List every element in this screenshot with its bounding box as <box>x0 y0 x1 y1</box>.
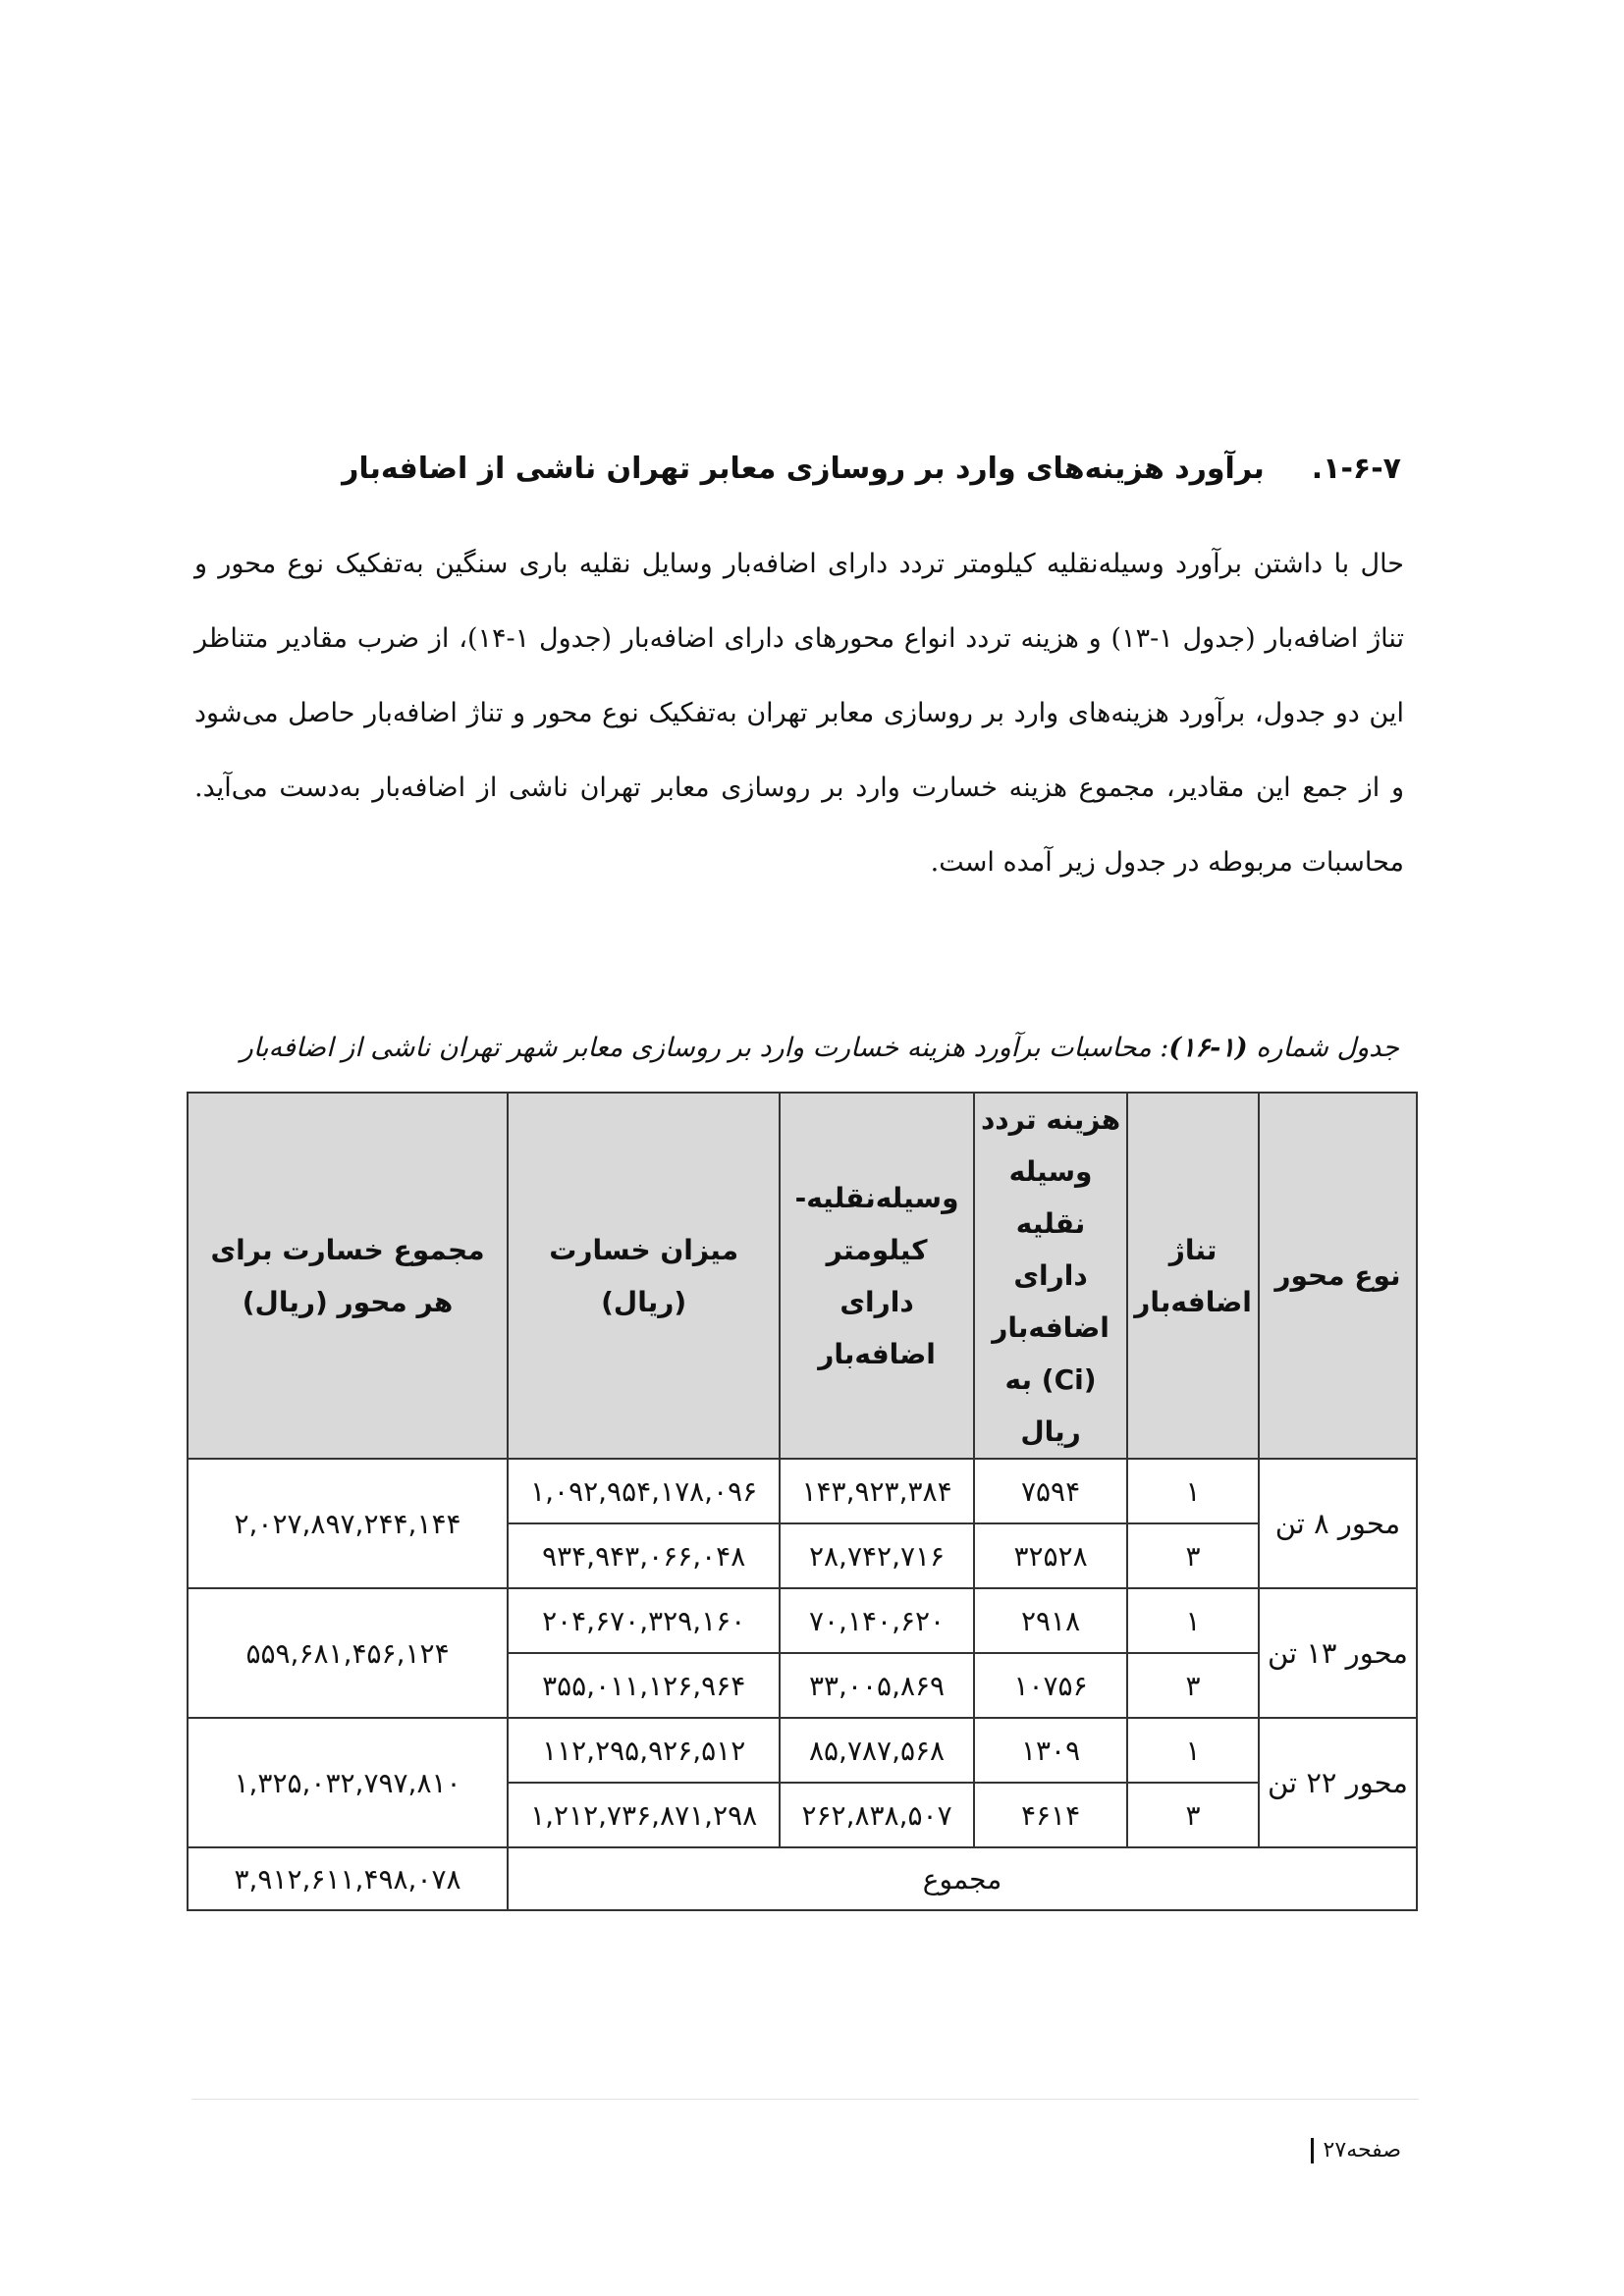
vehicle-km-cell: ۸۵,۷۸۷,۵۶۸ <box>780 1718 974 1783</box>
footer-divider <box>191 2099 1419 2100</box>
damage-cell: ۳۵۵,۰۱۱,۱۲۶,۹۶۴ <box>508 1653 780 1718</box>
damage-cell: ۲۰۴,۶۷۰,۳۲۹,۱۶۰ <box>508 1588 780 1653</box>
cost-cell: ۷۵۹۴ <box>974 1459 1127 1523</box>
overload-cell: ۱ <box>1127 1459 1259 1523</box>
body-paragraph: حال با داشتن برآورد وسیله‌نقلیه کیلومتر تردد دارای اضافه‌بار وسایل نقلیه باری سنگین به‌تفکیک نوع محور و تناژ اضافه‌بار (جدول ۱-۱۳) و هزینه تردد انواع محورهای دارای اضافه‌بار (جدول ۱-۱۴)، از ضرب مقادیر متناظر این دو جدول، برآورد هزینه‌های وارد بر روسازی معابر تهران به‌تفکیک نوع محور و تناژ اضافه‌بار حاصل می‌شود و از جمع این مقادیر، مجموع هزینه خسارت وارد بر روسازی معابر تهران ناشی از اضافه‌بار به‌دست می‌آید. محاسبات مربوطه در جدول زیر آمده است. <box>194 549 1405 878</box>
caption-prefix: جدول شماره <box>1247 1033 1399 1063</box>
grand-total-value: ۳,۹۱۲,۶۱۱,۴۹۸,۰۷۸ <box>188 1847 508 1910</box>
vehicle-km-cell: ۷۰,۱۴۰,۶۲۰ <box>780 1588 974 1653</box>
caption-text: : محاسبات برآورد هزینه خسارت وارد بر روسازی معابر شهر تهران ناشی از اضافه‌بار <box>240 1033 1169 1063</box>
table-row <box>188 1459 1417 1523</box>
axis-total-cell: ۱,۳۲۵,۰۳۲,۷۹۷,۸۱۰ <box>188 1718 508 1847</box>
damage-cost-table <box>187 1092 1418 1911</box>
cost-cell: ۴۶۱۴ <box>974 1783 1127 1847</box>
axis-type-cell: محور ۲۲ تن <box>1259 1718 1417 1847</box>
cost-cell: ۲۹۱۸ <box>974 1588 1127 1653</box>
axis-type-cell: محور ۱۳ تن <box>1259 1588 1417 1718</box>
cost-cell: ۳۲۵۲۸ <box>974 1523 1127 1588</box>
damage-cell: ۱,۲۱۲,۷۳۶,۸۷۱,۲۹۸ <box>508 1783 780 1847</box>
damage-cell: ۹۳۴,۹۴۳,۰۶۶,۰۴۸ <box>508 1523 780 1588</box>
cost-cell: ۱۳۰۹ <box>974 1718 1127 1783</box>
section-title: برآورد هزینه‌های وارد بر روسازی معابر تهران ناشی از اضافه‌بار <box>342 452 1265 486</box>
overload-cell: ۱ <box>1127 1718 1259 1783</box>
overload-cell: ۳ <box>1127 1523 1259 1588</box>
caption-number: (۱-۱۶) <box>1168 1033 1248 1063</box>
overload-cell: ۳ <box>1127 1653 1259 1718</box>
vehicle-km-cell: ۲۶۲,۸۳۸,۵۰۷ <box>780 1783 974 1847</box>
axis-total-cell: ۲,۰۲۷,۸۹۷,۲۴۴,۱۴۴ <box>188 1459 508 1588</box>
cost-cell: ۱۰۷۵۶ <box>974 1653 1127 1718</box>
header-axis-type: نوع محور <box>1259 1093 1417 1459</box>
page-number-text: صفحه۲۷ <box>1323 2138 1401 2163</box>
header-overload: تناژ اضافه‌بار <box>1127 1093 1259 1459</box>
overload-cell: ۳ <box>1127 1783 1259 1847</box>
header-cost: هزینه تردد وسیله نقلیه دارای اضافه‌بار (Ci) به ریال <box>974 1093 1127 1459</box>
page-number <box>1311 2138 1401 2163</box>
grand-total-row <box>188 1847 1417 1910</box>
vehicle-km-cell: ۲۸,۷۴۲,۷۱۶ <box>780 1523 974 1588</box>
header-total-per-axis: مجموع خسارت برای هر محور (ریال) <box>188 1093 508 1459</box>
vehicle-km-cell: ۱۴۳,۹۲۳,۳۸۴ <box>780 1459 974 1523</box>
table-row <box>188 1588 1417 1653</box>
table-caption <box>241 1033 1399 1063</box>
header-vehicle-km: وسیله‌نقلیه-کیلومتر دارای اضافه‌بار <box>780 1093 974 1459</box>
axis-total-cell: ۵۵۹,۶۸۱,۴۵۶,۱۲۴ <box>188 1588 508 1718</box>
table-header-row <box>188 1093 1417 1459</box>
section-heading <box>342 450 1401 489</box>
document-page <box>191 0 1419 2296</box>
overload-cell: ۱ <box>1127 1588 1259 1653</box>
grand-total-label: مجموع <box>508 1847 1417 1910</box>
damage-cell: ۱,۰۹۲,۹۵۴,۱۷۸,۰۹۶ <box>508 1459 780 1523</box>
damage-cell: ۱۱۲,۲۹۵,۹۲۶,۵۱۲ <box>508 1718 780 1783</box>
header-damage: میزان خسارت (ریال) <box>508 1093 780 1459</box>
vehicle-km-cell: ۳۳,۰۰۵,۸۶۹ <box>780 1653 974 1718</box>
page-number-bar <box>1311 2138 1314 2163</box>
section-number: ۱-۶-۷. <box>1311 452 1401 486</box>
axis-type-cell: محور ۸ تن <box>1259 1459 1417 1588</box>
table-row <box>188 1718 1417 1783</box>
